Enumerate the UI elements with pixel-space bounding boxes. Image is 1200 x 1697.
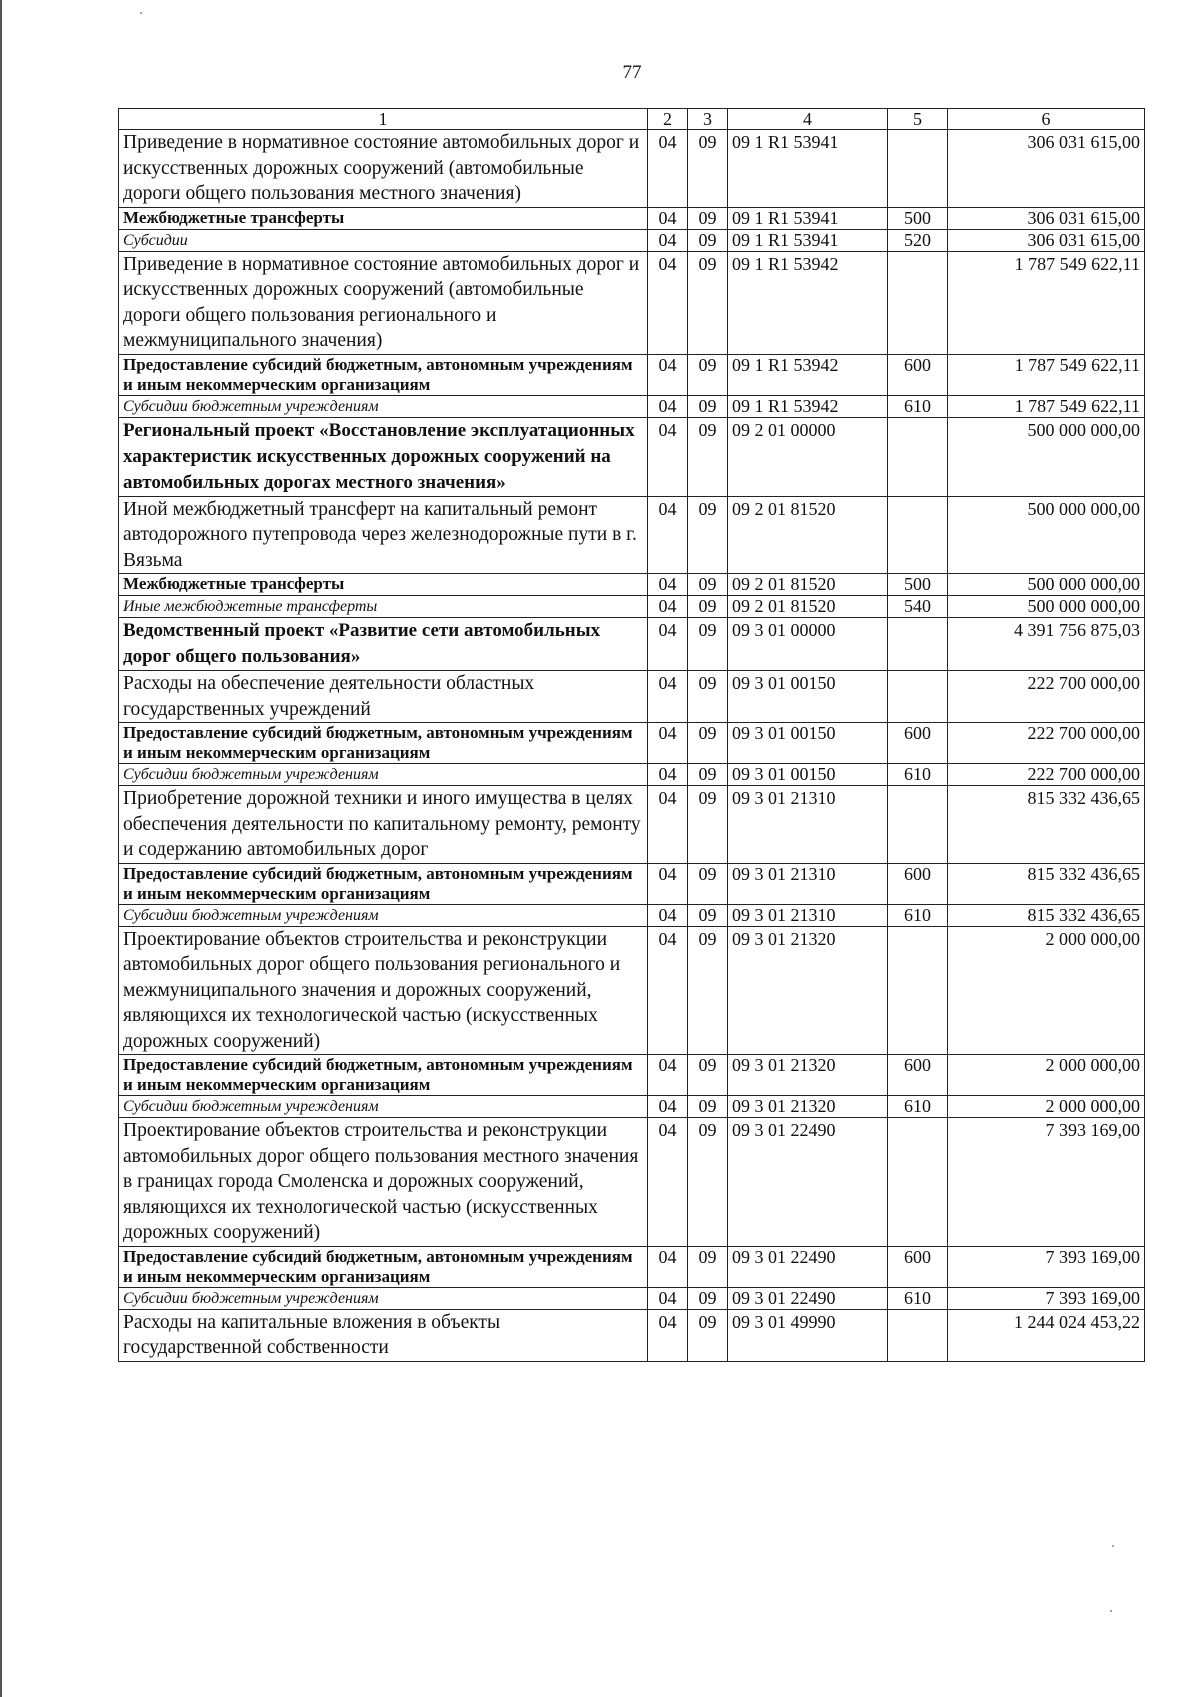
amount-cell: 7 393 169,00: [948, 1246, 1145, 1287]
item-name-cell: Межбюджетные трансферты: [119, 207, 648, 229]
subsection-code-cell: 09: [688, 1096, 728, 1118]
target-article-cell: 09 3 01 21320: [728, 1096, 888, 1118]
section-code-cell: 04: [648, 229, 688, 251]
amount-cell: 2 000 000,00: [948, 1096, 1145, 1118]
target-article-cell: 09 3 01 22490: [728, 1287, 888, 1309]
expense-type-cell: 520: [888, 229, 948, 251]
table-row: [119, 764, 1145, 786]
target-article-cell: 09 2 01 81520: [728, 574, 888, 596]
subsection-code-cell: 09: [688, 904, 728, 926]
section-code-cell: 04: [648, 1309, 688, 1361]
item-name-cell: Расходы на обеспечение деятельности областных государственных учреждений: [119, 671, 648, 723]
target-article-cell: 09 1 R1 53941: [728, 229, 888, 251]
target-article-cell: 09 3 01 00150: [728, 723, 888, 764]
expense-type-cell: 600: [888, 723, 948, 764]
header-cell-5: 5: [888, 109, 948, 130]
item-name-cell: Региональный проект «Восстановление эксплуатационных характеристик искусственных дорожных сооружений на автомобильных дорогах местного значения»: [119, 417, 648, 496]
item-name-cell: Субсидии бюджетным учреждениям: [119, 764, 648, 786]
subsection-code-cell: 09: [688, 251, 728, 354]
table-row: [119, 596, 1145, 618]
table-row: [119, 723, 1145, 764]
item-name-cell: Субсидии: [119, 229, 648, 251]
item-name-cell: Субсидии бюджетным учреждениям: [119, 395, 648, 417]
amount-cell: 815 332 436,65: [948, 863, 1145, 904]
subsection-code-cell: 09: [688, 354, 728, 395]
section-code-cell: 04: [648, 904, 688, 926]
table-row: [119, 863, 1145, 904]
subsection-code-cell: 09: [688, 926, 728, 1055]
header-cell-2: 2: [648, 109, 688, 130]
expense-type-cell: [888, 1309, 948, 1361]
target-article-cell: 09 3 01 21310: [728, 904, 888, 926]
table-row: [119, 1246, 1145, 1287]
table-row: [119, 926, 1145, 1055]
amount-cell: 1 787 549 622,11: [948, 251, 1145, 354]
table-row: [119, 1055, 1145, 1096]
subsection-code-cell: 09: [688, 1055, 728, 1096]
table-row: [119, 904, 1145, 926]
expense-type-cell: 540: [888, 596, 948, 618]
target-article-cell: 09 3 01 21320: [728, 1055, 888, 1096]
section-code-cell: 04: [648, 395, 688, 417]
section-code-cell: 04: [648, 1055, 688, 1096]
amount-cell: 7 393 169,00: [948, 1118, 1145, 1247]
target-article-cell: 09 3 01 22490: [728, 1246, 888, 1287]
item-name-cell: Расходы на капитальные вложения в объекты государственной собственности: [119, 1309, 648, 1361]
target-article-cell: 09 1 R1 53941: [728, 207, 888, 229]
target-article-cell: 09 3 01 00150: [728, 764, 888, 786]
subsection-code-cell: 09: [688, 786, 728, 864]
item-name-cell: Предоставление субсидий бюджетным, автономным учреждениям и иным некоммерческим организациям: [119, 723, 648, 764]
table-row: [119, 417, 1145, 496]
target-article-cell: 09 1 R1 53942: [728, 354, 888, 395]
expense-type-cell: [888, 130, 948, 208]
target-article-cell: 09 3 01 21320: [728, 926, 888, 1055]
expense-type-cell: 600: [888, 1055, 948, 1096]
amount-cell: 500 000 000,00: [948, 417, 1145, 496]
expense-type-cell: 610: [888, 395, 948, 417]
table-row: [119, 1287, 1145, 1309]
amount-cell: 2 000 000,00: [948, 1055, 1145, 1096]
section-code-cell: 04: [648, 926, 688, 1055]
table-row: [119, 354, 1145, 395]
amount-cell: 222 700 000,00: [948, 723, 1145, 764]
table-row: [119, 1096, 1145, 1118]
target-article-cell: 09 3 01 00150: [728, 671, 888, 723]
section-code-cell: 04: [648, 786, 688, 864]
amount-cell: 815 332 436,65: [948, 904, 1145, 926]
subsection-code-cell: 09: [688, 1287, 728, 1309]
item-name-cell: Иной межбюджетный трансферт на капитальный ремонт автодорожного путепровода через железнодорожные пути в г. Вязьма: [119, 496, 648, 574]
expense-type-cell: [888, 671, 948, 723]
item-name-cell: Проектирование объектов строительства и реконструкции автомобильных дорог общего пользования регионального и межмуниципального значения и дорожных сооружений, являющихся их технологической частью (искусственных дорожных сооружений): [119, 926, 648, 1055]
subsection-code-cell: 09: [688, 207, 728, 229]
amount-cell: 7 393 169,00: [948, 1287, 1145, 1309]
table-header-row: [119, 109, 1145, 130]
section-code-cell: 04: [648, 1246, 688, 1287]
section-code-cell: 04: [648, 596, 688, 618]
item-name-cell: Иные межбюджетные трансферты: [119, 596, 648, 618]
budget-table: [118, 108, 1145, 1362]
header-cell-4: 4: [728, 109, 888, 130]
expense-type-cell: 500: [888, 207, 948, 229]
table-row: [119, 1309, 1145, 1361]
amount-cell: 222 700 000,00: [948, 671, 1145, 723]
scan-left-edge: [0, 0, 2, 1697]
table-row: [119, 786, 1145, 864]
subsection-code-cell: 09: [688, 417, 728, 496]
expense-type-cell: [888, 417, 948, 496]
expense-type-cell: 600: [888, 354, 948, 395]
target-article-cell: 09 3 01 21310: [728, 863, 888, 904]
subsection-code-cell: 09: [688, 229, 728, 251]
subsection-code-cell: 09: [688, 764, 728, 786]
table-row: [119, 574, 1145, 596]
target-article-cell: 09 1 R1 53941: [728, 130, 888, 208]
section-code-cell: 04: [648, 251, 688, 354]
section-code-cell: 04: [648, 764, 688, 786]
page-number: 77: [622, 62, 642, 83]
subsection-code-cell: 09: [688, 596, 728, 618]
expense-type-cell: 600: [888, 863, 948, 904]
subsection-code-cell: 09: [688, 130, 728, 208]
table-row: [119, 251, 1145, 354]
target-article-cell: 09 1 R1 53942: [728, 395, 888, 417]
amount-cell: 306 031 615,00: [948, 207, 1145, 229]
section-code-cell: 04: [648, 1096, 688, 1118]
scan-speck: [1110, 1610, 1112, 1612]
header-cell-6: 6: [948, 109, 1145, 130]
section-code-cell: 04: [648, 496, 688, 574]
expense-type-cell: 610: [888, 764, 948, 786]
amount-cell: 500 000 000,00: [948, 496, 1145, 574]
target-article-cell: 09 3 01 22490: [728, 1118, 888, 1247]
item-name-cell: Приведение в нормативное состояние автомобильных дорог и искусственных дорожных сооружений (автомобильные дороги общего пользования регионального и межмуниципального значения): [119, 251, 648, 354]
section-code-cell: 04: [648, 130, 688, 208]
table-row: [119, 229, 1145, 251]
subsection-code-cell: 09: [688, 863, 728, 904]
table-body: [119, 130, 1145, 1362]
section-code-cell: 04: [648, 618, 688, 671]
item-name-cell: Предоставление субсидий бюджетным, автономным учреждениям и иным некоммерческим организациям: [119, 1246, 648, 1287]
amount-cell: 306 031 615,00: [948, 229, 1145, 251]
amount-cell: 500 000 000,00: [948, 574, 1145, 596]
item-name-cell: Предоставление субсидий бюджетным, автономным учреждениям и иным некоммерческим организациям: [119, 1055, 648, 1096]
table-row: [119, 496, 1145, 574]
table-row: [119, 1118, 1145, 1247]
section-code-cell: 04: [648, 671, 688, 723]
item-name-cell: Субсидии бюджетным учреждениям: [119, 1287, 648, 1309]
header-cell-1: 1: [119, 109, 648, 130]
subsection-code-cell: 09: [688, 1118, 728, 1247]
target-article-cell: 09 2 01 81520: [728, 496, 888, 574]
expense-type-cell: [888, 786, 948, 864]
subsection-code-cell: 09: [688, 574, 728, 596]
scan-speck: [1112, 1545, 1114, 1547]
amount-cell: 815 332 436,65: [948, 786, 1145, 864]
expense-type-cell: 610: [888, 1096, 948, 1118]
item-name-cell: Приобретение дорожной техники и иного имущества в целях обеспечения деятельности по капитальному ремонту, ремонту и содержанию автомобильных дорог: [119, 786, 648, 864]
target-article-cell: 09 2 01 00000: [728, 417, 888, 496]
subsection-code-cell: 09: [688, 496, 728, 574]
amount-cell: 4 391 756 875,03: [948, 618, 1145, 671]
expense-type-cell: [888, 926, 948, 1055]
target-article-cell: 09 3 01 49990: [728, 1309, 888, 1361]
amount-cell: 1 787 549 622,11: [948, 354, 1145, 395]
expense-type-cell: 500: [888, 574, 948, 596]
section-code-cell: 04: [648, 863, 688, 904]
section-code-cell: 04: [648, 574, 688, 596]
header-cell-3: 3: [688, 109, 728, 130]
amount-cell: 306 031 615,00: [948, 130, 1145, 208]
table-row: [119, 130, 1145, 208]
target-article-cell: 09 2 01 81520: [728, 596, 888, 618]
target-article-cell: 09 3 01 00000: [728, 618, 888, 671]
subsection-code-cell: 09: [688, 1309, 728, 1361]
section-code-cell: 04: [648, 354, 688, 395]
item-name-cell: Межбюджетные трансферты: [119, 574, 648, 596]
subsection-code-cell: 09: [688, 671, 728, 723]
amount-cell: 500 000 000,00: [948, 596, 1145, 618]
subsection-code-cell: 09: [688, 395, 728, 417]
item-name-cell: Предоставление субсидий бюджетным, автономным учреждениям и иным некоммерческим организациям: [119, 354, 648, 395]
section-code-cell: 04: [648, 207, 688, 229]
scan-speck: [140, 12, 142, 14]
table-row: [119, 618, 1145, 671]
expense-type-cell: 610: [888, 904, 948, 926]
item-name-cell: Проектирование объектов строительства и реконструкции автомобильных дорог общего пользования местного значения в границах города Смоленска и дорожных сооружений, являющихся их технологической частью (искусственных дорожных сооружений): [119, 1118, 648, 1247]
item-name-cell: Субсидии бюджетным учреждениям: [119, 904, 648, 926]
table-row: [119, 671, 1145, 723]
section-code-cell: 04: [648, 723, 688, 764]
expense-type-cell: [888, 1118, 948, 1247]
target-article-cell: 09 1 R1 53942: [728, 251, 888, 354]
amount-cell: 222 700 000,00: [948, 764, 1145, 786]
expense-type-cell: [888, 618, 948, 671]
section-code-cell: 04: [648, 1118, 688, 1247]
table-row: [119, 207, 1145, 229]
subsection-code-cell: 09: [688, 1246, 728, 1287]
item-name-cell: Ведомственный проект «Развитие сети автомобильных дорог общего пользования»: [119, 618, 648, 671]
amount-cell: 2 000 000,00: [948, 926, 1145, 1055]
table-row: [119, 395, 1145, 417]
section-code-cell: 04: [648, 1287, 688, 1309]
expense-type-cell: 610: [888, 1287, 948, 1309]
expense-type-cell: [888, 251, 948, 354]
item-name-cell: Субсидии бюджетным учреждениям: [119, 1096, 648, 1118]
amount-cell: 1 244 024 453,22: [948, 1309, 1145, 1361]
target-article-cell: 09 3 01 21310: [728, 786, 888, 864]
subsection-code-cell: 09: [688, 723, 728, 764]
item-name-cell: Приведение в нормативное состояние автомобильных дорог и искусственных дорожных сооружений (автомобильные дороги общего пользования местного значения): [119, 130, 648, 208]
item-name-cell: Предоставление субсидий бюджетным, автономным учреждениям и иным некоммерческим организациям: [119, 863, 648, 904]
section-code-cell: 04: [648, 417, 688, 496]
expense-type-cell: 600: [888, 1246, 948, 1287]
amount-cell: 1 787 549 622,11: [948, 395, 1145, 417]
subsection-code-cell: 09: [688, 618, 728, 671]
expense-type-cell: [888, 496, 948, 574]
